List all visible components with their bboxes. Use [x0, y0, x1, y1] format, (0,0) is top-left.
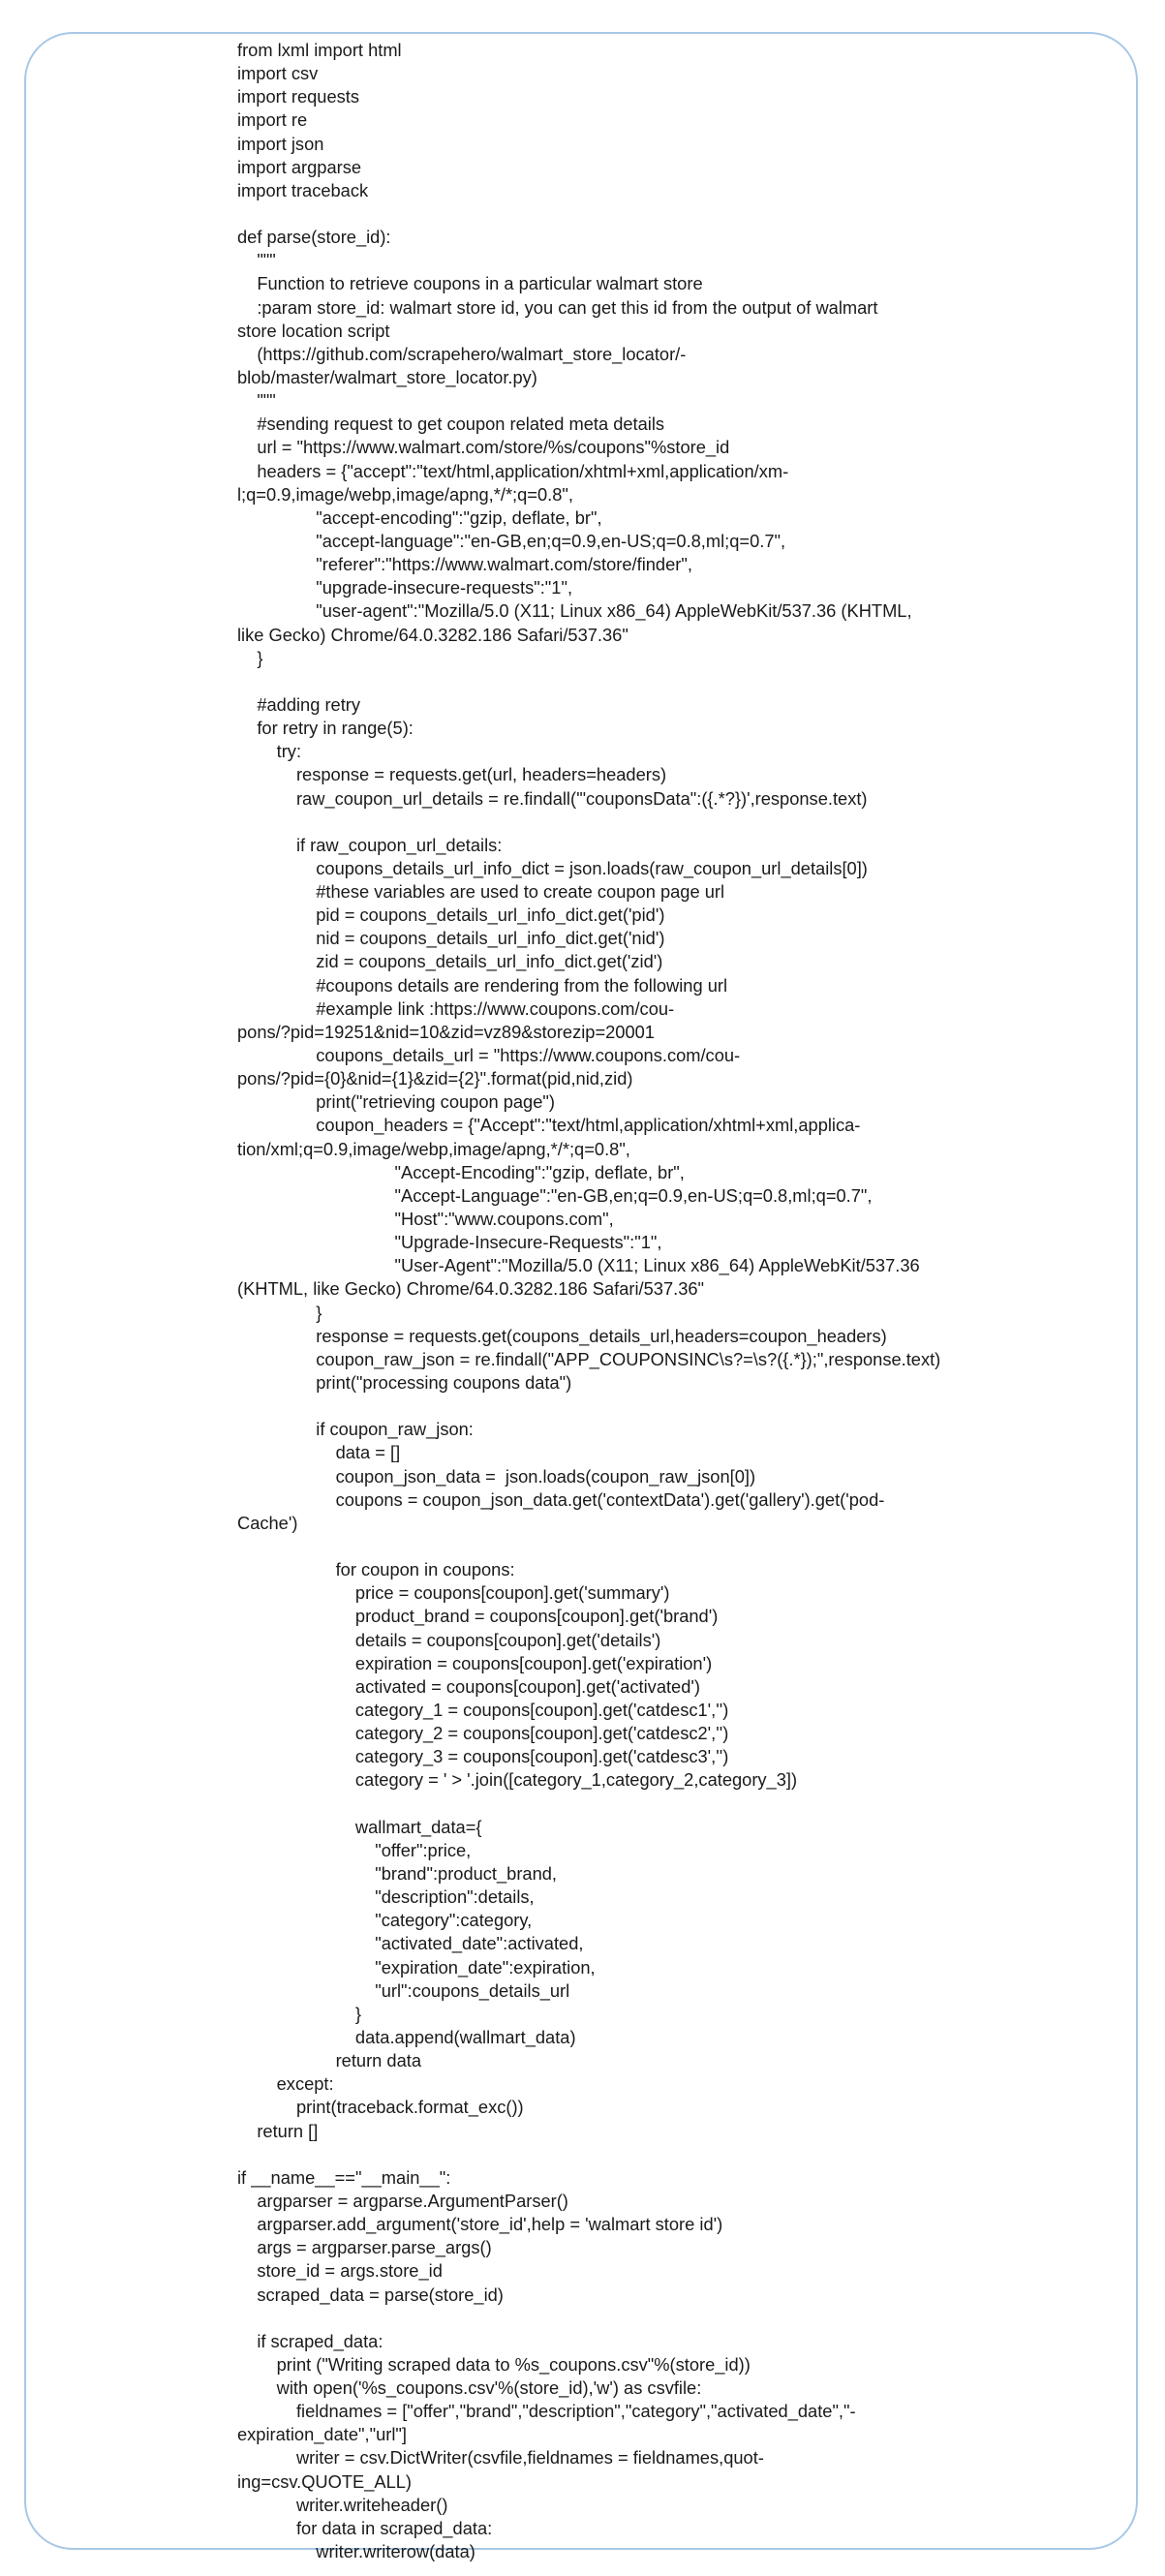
code-line: writer.writeheader(): [237, 2494, 448, 2515]
code-line: store_id = args.store_id: [237, 2260, 443, 2282]
code-line: [237, 1395, 939, 1418]
code-line: [237, 2307, 939, 2330]
code-line: #sending request to get coupon related meta details: [237, 414, 665, 435]
code-line: with open('%s_coupons.csv'%(store_id),'w') as csvfile:: [237, 2377, 702, 2399]
code-line: "Upgrade-Insecure-Requests":"1",: [237, 1232, 662, 1253]
code-line: [237, 670, 939, 693]
code-line: print("retrieving coupon page"): [237, 1091, 555, 1113]
code-line: try:: [237, 741, 302, 762]
code-line: "accept-encoding":"gzip, deflate, br",: [237, 506, 602, 528]
code-line: response = requests.get(coupons_details_url,headers=coupon_headers): [237, 1325, 887, 1346]
code-line: category = ' > '.join([category_1,category_2,category_3]): [237, 1769, 798, 1791]
code-line: """: [237, 390, 276, 412]
code-line: print("processing coupons data"): [237, 1372, 572, 1394]
code-line: category_2 = coupons[coupon].get('catdesc2',''): [237, 1723, 729, 1744]
code-line: Function to retrieve coupons in a particular walmart store: [237, 273, 703, 294]
code-line: writer.writerow(data): [237, 2541, 475, 2562]
code-line: expiration = coupons[coupon].get('expiration'): [237, 1652, 713, 1673]
code-line: #coupons details are rendering from the following url: [237, 974, 728, 996]
code-line: "upgrade-insecure-requests":"1",: [237, 577, 573, 598]
code-line: coupon_headers = {"Accept":"text/html,application/xhtml+xml,applica-: [237, 1115, 861, 1136]
code-line: pons/?pid={0}&nid={1}&zid={2}".format(pid,nid,zid): [237, 1068, 633, 1089]
code-line: (KHTML, like Gecko) Chrome/64.0.3282.186 Safari/537.36": [237, 1278, 705, 1300]
code-line: "referer":"https://www.walmart.com/store/finder",: [237, 554, 692, 575]
code-line: #these variables are used to create coupon page url: [237, 881, 725, 903]
code-line: #adding retry: [237, 693, 361, 715]
code-line: argparser = argparse.ArgumentParser(): [237, 2190, 568, 2211]
code-line: zid = coupons_details_url_info_dict.get('zid'): [237, 951, 663, 972]
code-line: category_3 = coupons[coupon].get('catdesc3',''): [237, 1746, 729, 1767]
code-line: l;q=0.9,image/webp,image/apng,*/*;q=0.8",: [237, 483, 573, 505]
code-line: }: [237, 647, 263, 668]
code-line: fieldnames = ["offer","brand","description","category","activated_date","-: [237, 2401, 856, 2422]
code-line: "category":category,: [237, 1910, 533, 1931]
code-line: "User-Agent":"Mozilla/5.0 (X11; Linux x86_64) AppleWebKit/537.36: [237, 1255, 920, 1276]
code-line: tion/xml;q=0.9,image/webp,image/apng,*/*;q=0.8",: [237, 1138, 630, 1159]
code-line: wallmart_data={: [237, 1816, 482, 1837]
code-line: for retry in range(5):: [237, 718, 414, 739]
code-line: pid = coupons_details_url_info_dict.get('pid'): [237, 905, 665, 926]
code-line: print ("Writing scraped data to %s_coupons.csv"%(store_id)): [237, 2353, 751, 2375]
code-line: import argparse: [237, 156, 362, 177]
code-line: data.append(wallmart_data): [237, 2026, 576, 2047]
code-line: coupons_details_url_info_dict = json.loads(raw_coupon_url_details[0]): [237, 857, 868, 878]
code-line: price = coupons[coupon].get('summary'): [237, 1582, 670, 1604]
code-line: for coupon in coupons:: [237, 1559, 515, 1580]
code-line: product_brand = coupons[coupon].get('brand'): [237, 1606, 719, 1627]
code-line: blob/master/walmart_store_locator.py): [237, 366, 537, 387]
code-line: details = coupons[coupon].get('details'): [237, 1629, 661, 1650]
code-line: "Accept-Encoding":"gzip, deflate, br",: [237, 1161, 685, 1182]
code-line: [237, 202, 939, 226]
code-line: response = requests.get(url, headers=headers): [237, 764, 667, 785]
code-line: "expiration_date":expiration,: [237, 1956, 596, 1978]
code-line: activated = coupons[coupon].get('activated'): [237, 1675, 700, 1697]
code-line: def parse(store_id):: [237, 227, 391, 248]
code-line: import traceback: [237, 179, 369, 200]
code-line: coupon_json_data = json.loads(coupon_raw_json[0]): [237, 1465, 756, 1487]
code-line: coupons = coupon_json_data.get('contextData').get('gallery').get('pod-: [237, 1488, 885, 1510]
code-line: import csv: [237, 63, 319, 84]
code-line: for data in scraped_data:: [237, 2517, 493, 2538]
code-line: ing=csv.QUOTE_ALL): [237, 2470, 413, 2492]
code-line: argparser.add_argument('store_id',help = 'walmart store id'): [237, 2214, 723, 2235]
code-line: if scraped_data:: [237, 2330, 383, 2351]
code-line: coupons_details_url = "https://www.coupons.com/cou-: [237, 1045, 741, 1066]
code-line: "user-agent":"Mozilla/5.0 (X11; Linux x86_64) AppleWebKit/537.36 (KHTML,: [237, 600, 912, 622]
code-line: args = argparser.parse_args(): [237, 2237, 492, 2258]
code-line: Cache'): [237, 1512, 298, 1533]
code-line: "url":coupons_details_url: [237, 1979, 570, 2001]
code-line: expiration_date","url"]: [237, 2424, 407, 2445]
code-line: "description":details,: [237, 1886, 535, 1908]
code-line: "accept-language":"en-GB,en;q=0.9,en-US;q=0.8,ml;q=0.7",: [237, 530, 786, 551]
code-block: [237, 39, 939, 2563]
code-line: except:: [237, 2073, 334, 2095]
code-line: store location script: [237, 320, 390, 341]
code-line: return data: [237, 2050, 421, 2071]
code-line: [237, 1535, 939, 1558]
code-line: "brand":product_brand,: [237, 1862, 558, 1884]
code-line: if coupon_raw_json:: [237, 1419, 474, 1440]
code-line: url = "https://www.walmart.com/store/%s/coupons"%store_id: [237, 437, 730, 458]
code-line: if raw_coupon_url_details:: [237, 834, 503, 855]
code-line: [237, 811, 939, 834]
code-line: import json: [237, 133, 324, 154]
code-line: (https://github.com/scrapehero/walmart_store_locator/-: [237, 343, 687, 364]
code-line: [237, 2143, 939, 2166]
code-line: }: [237, 1302, 322, 1323]
code-line: :param store_id: walmart store id, you can get this id from the output of walmart: [237, 296, 878, 318]
code-line: return []: [237, 2120, 319, 2141]
code-line: print(traceback.format_exc()): [237, 2097, 524, 2118]
code-line: raw_coupon_url_details = re.findall('"couponsData":({.*?})',response.text): [237, 787, 868, 809]
code-line: """: [237, 250, 276, 271]
code-line: data = []: [237, 1442, 401, 1463]
code-line: like Gecko) Chrome/64.0.3282.186 Safari/537.36": [237, 624, 628, 645]
code-line: nid = coupons_details_url_info_dict.get('nid'): [237, 928, 665, 949]
code-line: "offer":price,: [237, 1839, 472, 1860]
code-line: coupon_raw_json = re.findall("APP_COUPONSINC\s?=\s?({.*});",response.text): [237, 1348, 941, 1369]
code-line: "activated_date":activated,: [237, 1933, 584, 1954]
code-line: #example link :https://www.coupons.com/cou-: [237, 997, 675, 1019]
code-line: "Host":"www.coupons.com",: [237, 1209, 614, 1230]
code-line: }: [237, 2003, 362, 2024]
code-line: category_1 = coupons[coupon].get('catdesc1',''): [237, 1699, 729, 1720]
code-line: writer = csv.DictWriter(csvfile,fieldnames = fieldnames,quot-: [237, 2447, 764, 2469]
code-line: if __name__=="__main__":: [237, 2166, 451, 2188]
code-line: from lxml import html: [237, 40, 402, 60]
code-line: import re: [237, 109, 308, 131]
code-line: pons/?pid=19251&nid=10&zid=vz89&storezip=20001: [237, 1021, 655, 1042]
code-line: headers = {"accept":"text/html,application/xhtml+xml,application/xm-: [237, 460, 789, 481]
code-line: "Accept-Language":"en-GB,en;q=0.9,en-US;q=0.8,ml;q=0.7",: [237, 1184, 873, 1206]
code-line: scraped_data = parse(store_id): [237, 2284, 504, 2305]
code-line: [237, 1793, 939, 1816]
code-line: import requests: [237, 86, 359, 107]
